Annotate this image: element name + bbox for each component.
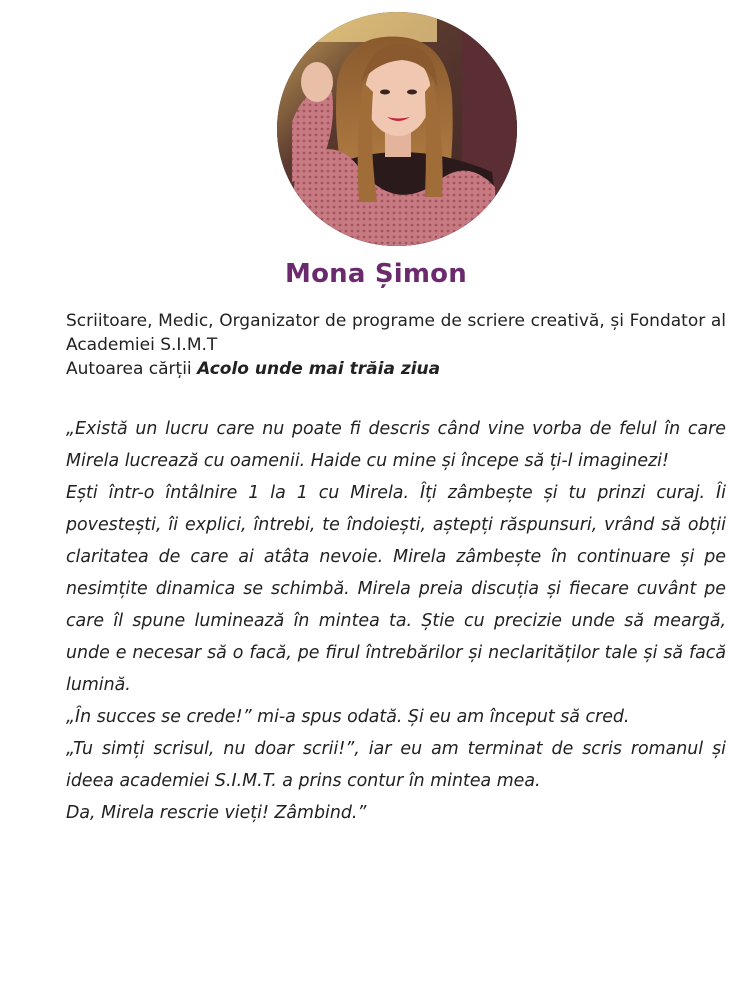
book-title: Acolo unde mai trăia ziua: [197, 359, 441, 379]
quote-paragraph: „În succes se crede!” mi-a spus odată. Și eu am început să cred.: [66, 707, 630, 727]
profile-roles: Scriitoare, Medic, Organizator de programe de scriere creativă, și Fondator al Academiei S.I.M.T: [66, 311, 726, 355]
profile-book-line: [66, 357, 726, 381]
profile-name: Mona Șimon: [285, 259, 467, 289]
author-prefix: Autoarea cărții: [66, 359, 192, 379]
quote-paragraph: Da, Mirela rescrie vieți! Zâmbind.”: [66, 803, 367, 823]
quote-paragraph: „Există un lucru care nu poate fi descris când vine vorba de felul în care Mirela lucrează cu oamenii. Haide cu mine și începe să ți-l imaginezi!: [66, 419, 726, 471]
quote-paragraph: Ești într-o întâlnire 1 la 1 cu Mirela. Îți zâmbește și tu prinzi curaj. Îi povestești, îi explici, întrebi, te îndoiești, aștepți răspunsuri, vrând să obții claritatea de care ai atâta nevoie. Mirela zâmbește în continuare și pe nesimțite dinamica se schimbă. Mirela preia discuția și fiecare cuvânt pe care îl spune luminează în mintea ta. Știe cu precizie unde să meargă, unde e necesar să o facă, pe firul întrebărilor și neclarităților tale și să facă lumină.: [66, 483, 726, 695]
quote-paragraph: „Tu simți scrisul, nu doar scrii!”, iar eu am terminat de scris romanul și ideea academiei S.I.M.T. a prins contur în mintea mea.: [66, 739, 726, 791]
profile-bio: [66, 309, 726, 381]
testimonial-quote: [66, 413, 726, 829]
profile-photo: [277, 12, 517, 246]
